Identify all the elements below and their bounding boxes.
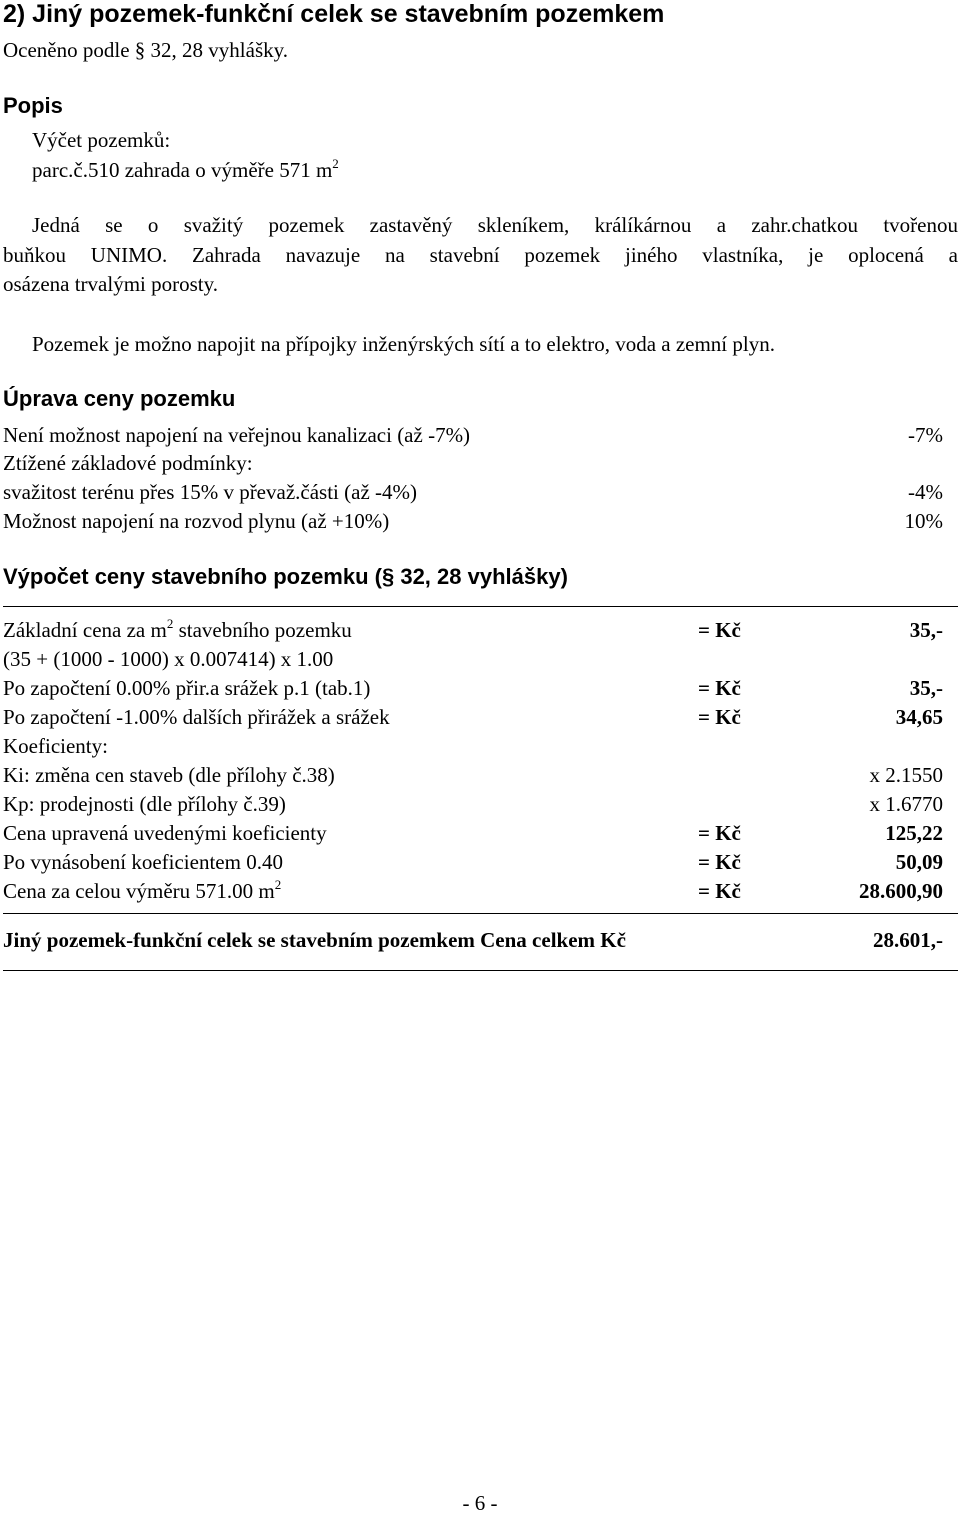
section-title: 2) Jiný pozemek-funkční celek se stavebním pozemkem: [3, 0, 665, 28]
calc-label: Po započtení -1.00% dalších přirážek a srážek: [3, 705, 390, 729]
total-label: Jiný pozemek-funkční celek se stavebním pozemkem Cena celkem Kč: [3, 928, 626, 952]
calc-currency: = Kč: [698, 821, 741, 845]
calc-currency: = Kč: [698, 618, 741, 642]
calc-value: x 1.6770: [869, 792, 943, 816]
description-line-2: buňkou UNIMO. Zahrada navazuje na stavební pozemek jiného vlastníka, je oplocená a: [3, 243, 958, 267]
price-adjustment-heading: Úprava ceny pozemku: [3, 386, 236, 411]
calc-value: 34,65: [895, 705, 943, 729]
calc-label: Po započtení 0.00% přir.a srážek p.1 (tab.1): [3, 676, 371, 700]
parcel-list-label: Výčet pozemků:: [32, 128, 171, 152]
adjustment-row: [3, 423, 943, 450]
popis-heading: Popis: [3, 93, 63, 118]
calc-row: [3, 705, 943, 732]
valued-by-text: Oceněno podle § 32, 28 vyhlášky.: [3, 38, 288, 62]
adjustment-label: Není možnost napojení na veřejnou kanalizaci (až -7%): [3, 423, 471, 447]
utilities-paragraph: Pozemek je možno napojit na přípojky inženýrských sítí a to elektro, voda a zemní plyn.: [32, 332, 775, 356]
total-value: 28.601,-: [873, 928, 943, 952]
calc-label: Po vynásobení koeficientem 0.40: [3, 850, 283, 874]
parcel-item: [32, 158, 339, 182]
calc-label: Ki: změna cen staveb (dle přílohy č.38): [3, 763, 335, 787]
adjustment-label: Možnost napojení na rozvod plynu (až +10%): [3, 509, 390, 533]
calc-row: [3, 879, 943, 906]
total-row: [3, 928, 943, 955]
parcel-sup: 2: [332, 156, 339, 171]
calc-row: [3, 676, 943, 703]
calc-row: [3, 821, 943, 848]
calc-row: [3, 763, 943, 790]
adjustment-row: [3, 480, 943, 507]
adjustment-label: Ztížené základové podmínky:: [3, 451, 253, 475]
calc-currency: = Kč: [698, 879, 741, 903]
adjustment-value: -7%: [908, 423, 943, 447]
calc-currency: = Kč: [698, 850, 741, 874]
description-line-1: Jedná se o svažitý pozemek zastavěný skleníkem, králíkárnou a zahr.chatkou tvořenou: [32, 213, 958, 237]
calc-row: [3, 792, 943, 819]
calc-value: 35,-: [909, 618, 943, 642]
calculation-top-rule: [3, 606, 958, 607]
calc-currency: = Kč: [698, 705, 741, 729]
calc-label: Koeficienty:: [3, 734, 108, 758]
page-number: - 6 -: [462, 1491, 498, 1515]
calc-label: Cena za celou výměru 571.00 $m^2$: [3, 877, 282, 903]
calc-row: [3, 850, 943, 877]
calc-value: 28.600,90: [859, 879, 943, 903]
description-line-3: osázena trvalými porosty.: [3, 272, 218, 296]
adjustment-row: [3, 451, 943, 478]
total-bottom-rule: [3, 970, 958, 971]
calc-value: 35,-: [909, 676, 943, 700]
calc-label: Kp: prodejnosti (dle přílohy č.39): [3, 792, 286, 816]
adjustment-value: -4%: [908, 480, 943, 504]
calc-row: [3, 647, 943, 674]
calc-value: x 2.1550: [869, 763, 943, 787]
calc-row: [3, 618, 943, 645]
calc-currency: = Kč: [698, 676, 741, 700]
calc-value: 50,09: [895, 850, 943, 874]
adjustment-row: [3, 509, 943, 536]
adjustment-label: svažitost terénu přes 15% v převaž.části (až -4%): [3, 480, 417, 504]
calc-label: Základní cena za $m^2$ stavebního pozemku: [3, 616, 352, 642]
adjustment-value: 10%: [904, 509, 943, 533]
calc-label: Cena upravená uvedenými koeficienty: [3, 821, 327, 845]
total-top-rule: [3, 913, 958, 914]
calculation-heading: Výpočet ceny stavebního pozemku (§ 32, 28 vyhlášky): [3, 564, 568, 589]
calc-value: 125,22: [885, 821, 943, 845]
calc-row: [3, 734, 943, 761]
parcel-text: parc.č.510 zahrada o výměře 571 m: [32, 158, 333, 182]
calc-label: (35 + (1000 - 1000) x 0.007414) x 1.00: [3, 647, 334, 671]
